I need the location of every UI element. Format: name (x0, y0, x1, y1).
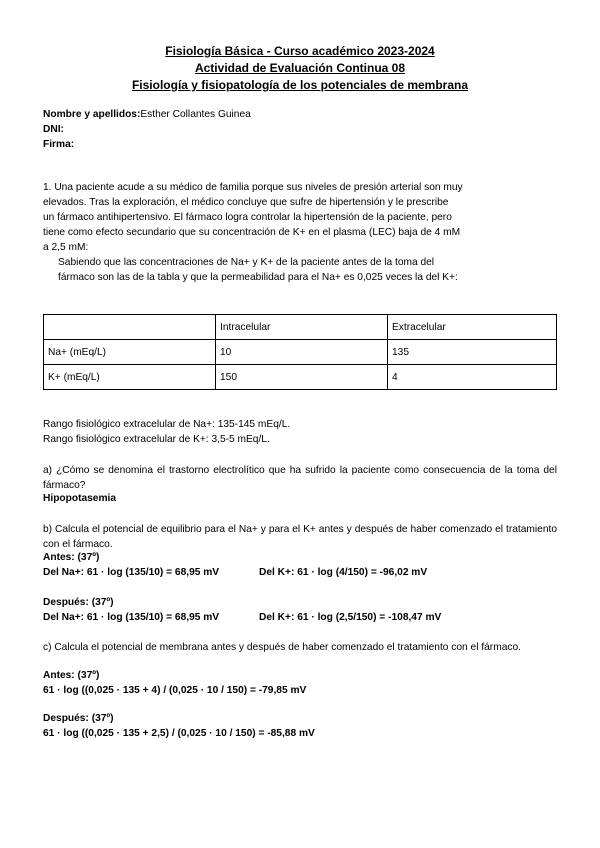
part-b-antes-label: Antes: (37º) (43, 552, 100, 563)
question1-line-4: tiene como efecto secundario que su concentración de K+ en el plasma (LEC) baja de 4 mM (43, 227, 461, 238)
dni-label: DNI: (43, 124, 64, 135)
table-header-cell: Extracelular (388, 315, 557, 340)
question1-line-2: elevados. Tras la exploración, el médico concluye que sufre de hipertensión y le prescribe (43, 197, 449, 208)
table-row (44, 365, 557, 390)
firma-label: Firma: (43, 139, 75, 150)
part-a-question: a) ¿Cómo se denomina el trastorno electrolítico que ha sufrido la paciente como consecuencia de la toma del fármaco? (43, 465, 557, 491)
na-range-text: Rango fisiológico extracelular de Na+: 135-145 mEq/L. (43, 419, 291, 430)
question1-line-3: un fármaco antihipertensivo. El fármaco logra controlar la hipertensión de la paciente, pero (43, 212, 452, 223)
part-c-antes-label: Antes: (37º) (43, 670, 100, 681)
name-value: Esther Collantes Guinea (140, 109, 251, 120)
table-cell: Na+ (mEq/L) (44, 340, 216, 365)
part-b-despues-label: Después: (37º) (43, 597, 114, 608)
part-b-despues-na: Del Na+: 61 · log (135/10) = 68,95 mV (43, 612, 220, 623)
table-header-row (44, 315, 557, 340)
table-header-cell (44, 315, 216, 340)
table-cell: 150 (216, 365, 388, 390)
course-title: Fisiología Básica - Curso académico 2023-2024 (165, 44, 435, 58)
table-row (44, 340, 557, 365)
name-label: Nombre y apellidos: (43, 109, 141, 120)
part-c-despues-formula: 61 · log ((0,025 · 135 + 2,5) / (0,025 · 10 / 150) = -85,88 mV (43, 728, 315, 739)
part-b-antes-na: Del Na+: 61 · log (135/10) = 68,95 mV (43, 567, 220, 578)
part-c-antes-formula: 61 · log ((0,025 · 135 + 4) / (0,025 · 10 / 150) = -79,85 mV (43, 685, 307, 696)
question1-line-1: 1. Una paciente acude a su médico de familia porque sus niveles de presión arterial son muy (43, 182, 463, 193)
question1-subline-1: Sabiendo que las concentraciones de Na+ y K+ de la paciente antes de la toma del (58, 257, 435, 268)
question1-subline-2: fármaco son las de la tabla y que la permeabilidad para el Na+ es 0,025 veces la del K+: (58, 272, 458, 283)
part-b-despues-k: Del K+: 61 · log (2,5/150) = -108,47 mV (259, 612, 442, 623)
table-cell: 135 (388, 340, 557, 365)
part-b-question: b) Calcula el potencial de equilibrio para el Na+ y para el K+ antes y después de haber comenzado el tratamiento con el fármaco. (43, 524, 557, 550)
k-range-text: Rango fisiológico extracelular de K+: 3,5-5 mEq/L. (43, 434, 270, 445)
table-cell: 4 (388, 365, 557, 390)
concentration-table (43, 314, 557, 390)
activity-title: Actividad de Evaluación Continua 08 (194, 61, 406, 75)
part-c-question: c) Calcula el potencial de membrana antes y después de haber comenzado el tratamiento con el fármaco. (43, 642, 521, 653)
table-cell: K+ (mEq/L) (44, 365, 216, 390)
table-header-cell: Intracelular (216, 315, 388, 340)
student-name-row (43, 109, 251, 120)
topic-title: Fisiología y fisiopatología de los potenciales de membrana (131, 78, 469, 92)
part-a-answer: Hipopotasemia (43, 493, 117, 504)
question1-line-5: a 2,5 mM: (43, 242, 89, 253)
part-b-antes-k: Del K+: 61 · log (4/150) = -96,02 mV (259, 567, 428, 578)
part-c-despues-label: Después: (37º) (43, 713, 114, 724)
table-cell: 10 (216, 340, 388, 365)
